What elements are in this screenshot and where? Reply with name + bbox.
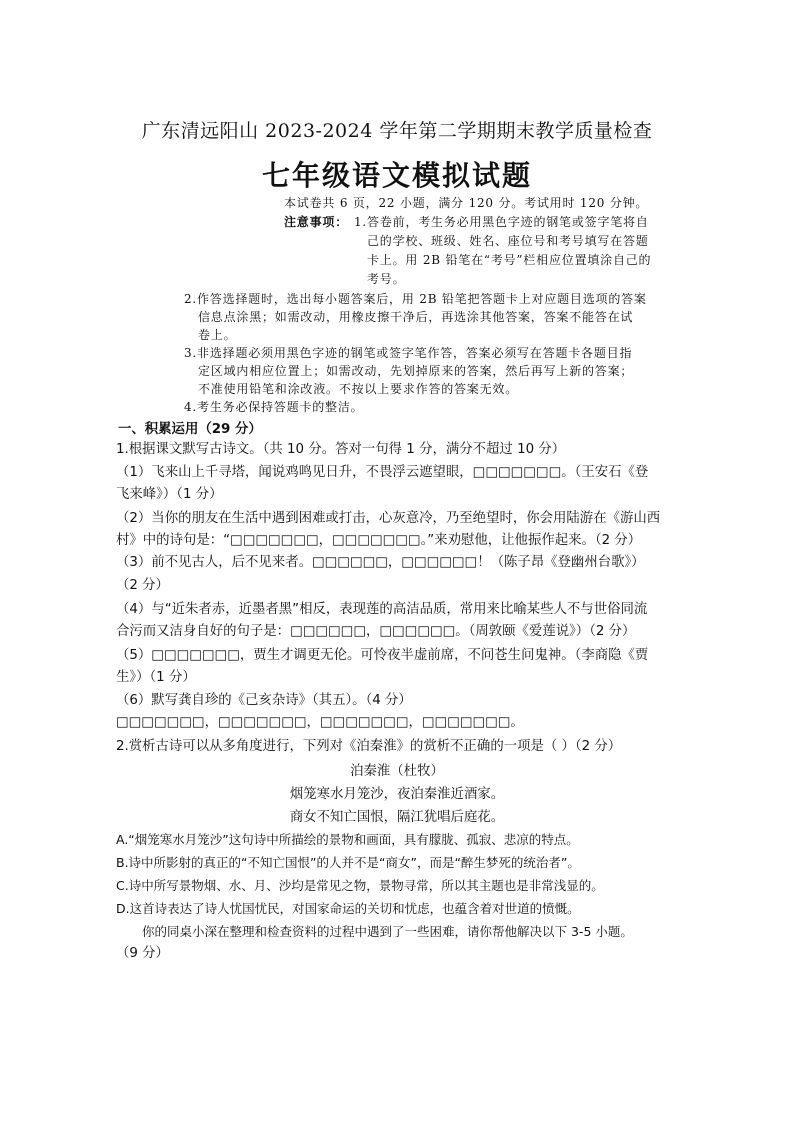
note-3-line-2: 定区域内相应位置上；如需改动，先划掉原来的答案，然后再写上新的答案； <box>198 364 634 378</box>
section-heading: 一、积累运用（29 分） <box>118 422 262 437</box>
note-3-line-1: 3.非选择题必须用黑色字迹的钢笔或签字笔作答，答案必须写在答题卡各题目指 <box>184 346 633 360</box>
question-1-2-line-2: 村》中的诗句是：“□□□□□□□，□□□□□□□。”来劝慰他，让他振作起来。（2 分） <box>116 533 642 548</box>
questions-3-5-intro-line-2: （9 分） <box>116 946 169 961</box>
question-1-3-line-2: （2 分） <box>116 578 169 593</box>
poem-title: 泊秦淮（杜牧） <box>350 764 444 779</box>
note-4: 4.考生务必保持答题卡的整洁。 <box>184 400 364 414</box>
question-1-6-line-1: （6）默写龚自珍的《己亥杂诗》（其五）。（4 分） <box>116 693 412 708</box>
option-b: B.诗中所影射的真正的“不知亡国恨”的人并不是“商女”，而是“醉生梦死的统治者”。 <box>116 855 580 870</box>
question-1-5-line-2: 生》）（1 分） <box>116 670 196 685</box>
note-2-line-3: 卷上。 <box>198 328 237 342</box>
option-c: C.诗中所写景物烟、水、月、沙均是常见之物，景物寻常，所以其主题也是非常浅显的。 <box>116 878 604 893</box>
question-1-intro: 1.根据课文默写古诗文。（共 10 分。答对一句得 1 分，满分不超过 10 分） <box>116 442 566 457</box>
note-1-line-1: 1.答卷前，考生务必用黑色字迹的钢笔或签字笔将自 <box>354 215 649 229</box>
question-1-3-line-1: （3）前不见古人，后不见来者。□□□□□□，□□□□□□！（陈子昂《登幽州台歌》） <box>116 555 645 570</box>
poem-line-2: 商女不知亡国恨，隔江犹唱后庭花。 <box>289 810 505 825</box>
note-2-line-1: 2.作答选择题时，选出每小题答案后，用 2B 铅笔把答题卡上对应题目选项的答案 <box>184 292 647 306</box>
note-2-line-2: 信息点涂黑；如需改动，用橡皮擦干净后，再选涂其他答案，答案不能答在试 <box>198 310 634 324</box>
exam-summary: 本试卷共 6 页，22 小题，满分 120 分。考试用时 120 分钟。 <box>284 196 649 210</box>
poem-line-1: 烟笼寒水月笼沙，夜泊秦淮近酒家。 <box>289 787 505 802</box>
questions-3-5-intro-line-1: 你的同桌小深在整理和检查资料的过程中遇到了一些困难，请你帮他解决以下 3-5 小题。 <box>142 924 633 939</box>
note-1-line-4: 考号。 <box>367 272 406 286</box>
exam-subtitle: 七年级语文模拟试题 <box>261 159 532 192</box>
note-1-line-2: 己的学校、班级、姓名、座位号和考号填写在答题 <box>367 234 649 248</box>
question-1-1-line-1: （1）飞来山上千寻塔，闻说鸡鸣见日升，不畏浮云遮望眼，□□□□□□□。（王安石《登 <box>116 465 649 480</box>
question-1-6-line-2: □□□□□□□，□□□□□□□，□□□□□□□，□□□□□□□。 <box>116 715 524 730</box>
note-1-line-3: 卡上。用 2B 铅笔在“考号”栏相应位置填涂自己的 <box>367 253 652 267</box>
question-2-intro: 2.赏析古诗可以从多角度进行，下列对《泊秦淮》的赏析不正确的一项是（ ）（2 分） <box>116 739 622 754</box>
option-a: A.“烟笼寒水月笼沙”这句诗中所描绘的景物和画面，具有朦胧、孤寂、悲凉的特点。 <box>116 832 579 847</box>
question-1-2-line-1: （2）当你的朋友在生活中遇到困难或打击，心灰意冷，乃至绝望时，你会用陆游在《游山西 <box>116 511 661 526</box>
question-1-1-line-2: 飞来峰》）（1 分） <box>116 487 223 502</box>
option-d: D.这首诗表达了诗人忧国忧民，对国家命运的关切和忧虑，也蕴含着对世道的愤慨。 <box>116 901 580 916</box>
question-1-5-line-1: （5）□□□□□□□，贾生才调更无伦。可怜夜半虚前席，不问苍生问鬼神。（李商隐《贾 <box>116 648 649 663</box>
note-3-line-3: 不准使用铅笔和涂改液。不按以上要求作答的答案无效。 <box>198 382 519 396</box>
question-1-4-line-1: （4）与“近朱者赤，近墨者黑”相反，表现莲的高洁品质，常用来比喻某些人不与世俗同流 <box>116 602 648 617</box>
notes-label: 注意事项： <box>284 215 349 229</box>
question-1-4-line-2: 合污而又洁身自好的句子是：□□□□□□，□□□□□□。（周敦颐《爱莲说》）（2 分） <box>116 624 636 639</box>
exam-title: 广东清远阳山 2023-2024 学年第二学期期末教学质量检查 <box>141 120 653 142</box>
